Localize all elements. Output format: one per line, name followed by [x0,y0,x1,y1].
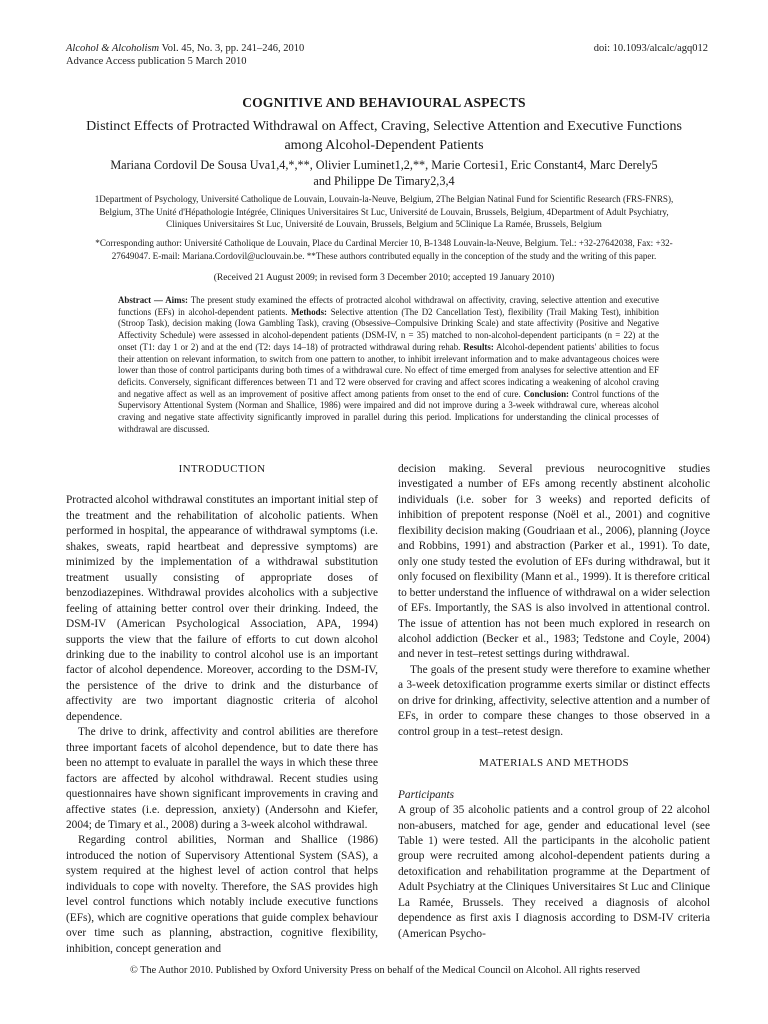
authors-line-2: and Philippe De Timary2,3,4 [313,174,455,188]
journal-citation [66,42,304,68]
doi[interactable]: doi: 10.1093/alcalc/agq012 [593,43,708,54]
introduction-heading: INTRODUCTION [178,463,266,475]
affiliation-line-3: Cliniques Universitaires St Luc, Université de Louvain, Brussels, Belgium and 5Clinique La Ramée, Brussels, Belgium [166,219,602,229]
abstract [118,295,659,435]
access-date: Advance Access publication 5 March 2010 [66,56,247,67]
affiliation-line-1: 1Department of Psychology, Université Catholique de Louvain, Louvain-la-Neuve, Belgium, 2The Belgian Natinal Fund for Scientific Research (FRS-FNRS), [94,194,674,204]
journal-name: Alcohol & Alcoholism [66,43,160,54]
participants-paragraph: A group of 35 alcoholic patients and a control group of 22 alcohol non-abusers, matched for age, gender and educational level (see Table 1) were tested. All the participants in the alcoholic patient group were recruited among alcohol-dependent patients during a detoxification and rehabilitation programme at the Department of Adult Psychiatry at the Cliniques Universitaires St Luc and Clinique La Ramée, Brussels. They received a diagnosis of alcohol dependence as first axis I diagnosis according to DSM-IV criteria (American Psycho- [398,804,710,940]
article-title: Distinct Effects of Protracted Withdrawal on Affect, Craving, Selective Attention and Executive Functions among Alcohol-Dependent Patients [86,119,682,153]
intro-paragraph-4: decision making. Several previous neurocognitive studies investigated a number of EFs among recently abstinent alcoholic individuals (i.e. sober for 3 weeks) and reported deficits of inhibition of prepotent response (Noël et al., 2001) and cognitive flexibility decision making (Goudriaan et al., 2006), planning (Joyce and Robbins, 1991) and abstraction (Parker et al., 1991). To date, only one study tested the evolution of EFs during withdrawal, but it only focused on flexibility (Mann et al., 1999). It is therefore critical to better understand the influence of withdrawal on a wider selection of EFs. Importantly, the SAS is also involved in attentional control. The issue of attention has not been much explored in research on alcohol addiction (Becker et al., 1983; Tedstone and Coyle, 2004) and never in test–retest settings during withdrawal. [398,463,710,661]
intro-paragraph-1: Protracted alcohol withdrawal constitutes an important initial step of the treatment and the rehabilitation of alcoholic patients. When performed in hospital, the appearance of withdrawal symptoms (i.e. shakes, sweats, rapid heartbeat and depressive symptoms) are minimized by the implementation of a withdrawal substitution treatment usually consisting of appropriate doses of benzodiazepines. Withdrawal provides alcoholics with a subjective feeling of attaining better control over their drinking. Indeed, the DSM-IV (American Psychological Association, APA, 1994) supports the view that the failure of efforts to cut down alcohol drinking due to the inability to control alcohol use is an important factor of alcohol dependence. Moreover, according to the DSM-IV, the persistence of the drive to drink and the disturbance of affectivity are two important diagnostic criteria of alcohol dependence. [66,494,378,723]
volume-info: Vol. 45, No. 3, pp. 241–246, 2010 [161,43,305,54]
methods-heading: MATERIALS AND METHODS [479,757,629,770]
aims-label: Aims: [165,295,188,305]
conclusion-text: Control functions of the Supervisory Attentional System (Norman and Shallice, 1986) were impaired and did not improve during a 3-week withdrawal cure, whereas alcohol craving and negative state affectivity significantly improved in parallel during this period. Implications for understanding the clinical processes of withdrawal are discussed. [118,388,659,434]
results-label: Results: [463,341,494,352]
right-column [398,462,710,942]
left-column [66,462,378,957]
conclusion-label: Conclusion: [523,388,569,399]
author-list [70,157,698,189]
section-gap [398,740,710,756]
received-dates: (Received 21 August 2009; in revised form 3 December 2010; accepted 19 January 2010) [213,273,555,283]
correspondence-line-2: 27649047. E-mail: Mariana.Cordovil@uclouvain.be. **These authors contributed equally in the conception of the study and the writing of this paper. [111,250,657,261]
section-title: COGNITIVE AND BEHAVIOURAL ASPECTS [242,95,526,110]
abstract-label: Abstract — [118,295,166,305]
methods-label: Methods: [291,306,328,317]
participants-subheading: Participants [398,788,455,801]
results-text: Alcohol-dependent patients' abilities to focus their attention on relevant information, to switch from one pattern to another, to inhibit irrelevant information and to make advantageous choices were lower than those of control participants during both times of a withdrawal cure. No effect of time emerged from analyses for selective attention and EF deficits. Conversely, significant differences between T1 and T2 were observed for craving and affect scores indicating a weakening of alcohol craving and negative affect as well as an improvement of positive affect among patients from onset to the end of cure. [118,341,659,399]
aims-text: The present study examined the effects of protracted alcohol withdrawal on affectivity, craving, selective attention and executive functions (EFs) in alcohol-dependent patients. [118,295,659,317]
intro-paragraph-2: The drive to drink, affectivity and control abilities are therefore three important facets of alcohol dependence, but to date there has been no attempt to evaluate in parallel the ways in which these three factors are affected by alcohol withdrawal. Recent studies using questionnaires have shown significant improvements in craving and affective states (i.e. depression, anxiety) (Andersohn and Kiefer, 2004; de Timary et al., 2008) during a 3-week alcohol withdrawal. [66,726,378,831]
corresponding-author [66,237,702,262]
intro-paragraph-3: Regarding control abilities, Norman and Shallice (1986) introduced the notion of Supervisory Attentional System (SAS), a system required at the highest level of action control that helps individuals to cope with novelty. Therefore, the SAS provides high level control functions which notably include executive functions (EFs), which are cognitive operations that guide complex behaviour over time such as planning, abstraction, cognitive flexibility, inhibition, concept generation and [66,834,378,955]
intro-paragraph-5: The goals of the present study were therefore to examine whether a 3-week detoxification programme exerts similar or distinct effects on drive for drinking, affectivity, selective attention and a number of EFs, in order to compare these changes to those observed in a control group in a test–retest design. [398,663,710,738]
copyright-footer: © The Author 2010. Published by Oxford University Press on behalf of the Medical Council on Alcohol. All rights reserved [129,965,641,976]
authors-line-1: Mariana Cordovil De Sousa Uva1,4,*,**, Olivier Luminet1,2,**, Marie Cortesi1, Eric Constant4, Marc Derely5 [110,158,658,172]
affiliations [66,193,702,231]
methods-text: Selective attention (The D2 Cancellation Test), flexibility (Trail Making Test), inhibition (Stroop Task), decision making (Iowa Gambling Task), craving (Obsessive–Compulsive Drinking Scale) and state affectivity (Positive and Negative Affectivity Schedule) were assessed in alcohol-dependent patients (DSM-IV, n = 35) matched to non-alcohol-dependent participants (n = 22) at the onset (T1: day 1 or 2) and at the end (T2: days 14–18) of protracted withdrawal during rehab. [118,306,659,352]
affiliation-line-2: Belgium, 3The Unité d'Hépathologie Intégrée, Cliniques Universitaires St Luc, Université de Louvain, Brussels, Belgium, 4Department of Adult Psychiatry, [99,206,669,217]
correspondence-line-1: *Corresponding author: Université Catholique de Louvain, Place du Cardinal Mercier 10, B-1348 Louvain-la-Neuve, Belgium. Tel.: +32-27642038, Fax: +32- [95,238,673,248]
